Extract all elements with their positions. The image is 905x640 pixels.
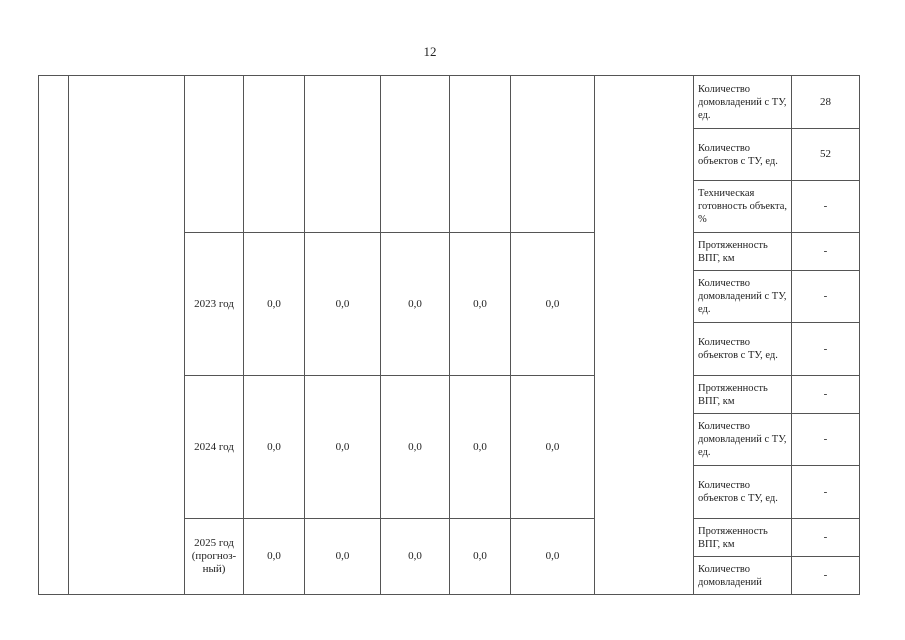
finance-value: 0,0	[511, 376, 595, 519]
indicator-value: -	[792, 466, 860, 519]
finance-value: 0,0	[244, 376, 305, 519]
indicator-value: -	[792, 557, 860, 595]
indicator-value: -	[792, 376, 860, 414]
indicator-label: Количество домовладений с ТУ, ед.	[694, 414, 792, 466]
finance-value: 0,0	[450, 376, 511, 519]
responsible-cell	[595, 76, 694, 595]
finance-value: 0,0	[381, 233, 450, 376]
year-label: 2023 год	[185, 233, 244, 376]
finance-cell-blank	[305, 76, 381, 233]
table-row	[39, 76, 860, 129]
indicator-value: 28	[792, 76, 860, 129]
finance-cell-blank	[511, 76, 595, 233]
finance-cell-blank	[381, 76, 450, 233]
indicator-label: Протяженность ВПГ, км	[694, 519, 792, 557]
year-label: 2025 год (прогноз-ный)	[185, 519, 244, 595]
indicator-value: -	[792, 323, 860, 376]
object-name-cell	[69, 76, 185, 595]
indicator-label: Количество домовладений с ТУ, ед.	[694, 271, 792, 323]
page-number: 12	[423, 44, 437, 59]
finance-value: 0,0	[450, 233, 511, 376]
finance-value: 0,0	[244, 519, 305, 595]
finance-value: 0,0	[511, 519, 595, 595]
finance-cell-blank	[244, 76, 305, 233]
program-table	[38, 75, 860, 595]
indicator-value: -	[792, 414, 860, 466]
finance-value: 0,0	[244, 233, 305, 376]
finance-value: 0,0	[450, 519, 511, 595]
indicator-label: Количество домовладений	[694, 557, 792, 595]
indicator-value: -	[792, 271, 860, 323]
finance-value: 0,0	[305, 233, 381, 376]
program-table-wrap	[38, 75, 860, 595]
indicator-label: Протяженность ВПГ, км	[694, 376, 792, 414]
year-label: 2024 год	[185, 376, 244, 519]
year-cell-blank	[185, 76, 244, 233]
finance-value: 0,0	[511, 233, 595, 376]
indicator-label: Количество объектов с ТУ, ед.	[694, 323, 792, 376]
finance-value: 0,0	[381, 519, 450, 595]
finance-value: 0,0	[381, 376, 450, 519]
indicator-label: Количество объектов с ТУ, ед.	[694, 129, 792, 181]
finance-cell-blank	[450, 76, 511, 233]
indicator-label: Количество домовладений с ТУ, ед.	[694, 76, 792, 129]
indicator-value: 52	[792, 129, 860, 181]
indicator-value: -	[792, 519, 860, 557]
indicator-value: -	[792, 233, 860, 271]
number-column-cell	[39, 76, 69, 595]
indicator-label: Протяженность ВПГ, км	[694, 233, 792, 271]
indicator-label: Количество объектов с ТУ, ед.	[694, 466, 792, 519]
indicator-value: -	[792, 181, 860, 233]
finance-value: 0,0	[305, 376, 381, 519]
finance-value: 0,0	[305, 519, 381, 595]
indicator-label: Техническая готовность объекта, %	[694, 181, 792, 233]
